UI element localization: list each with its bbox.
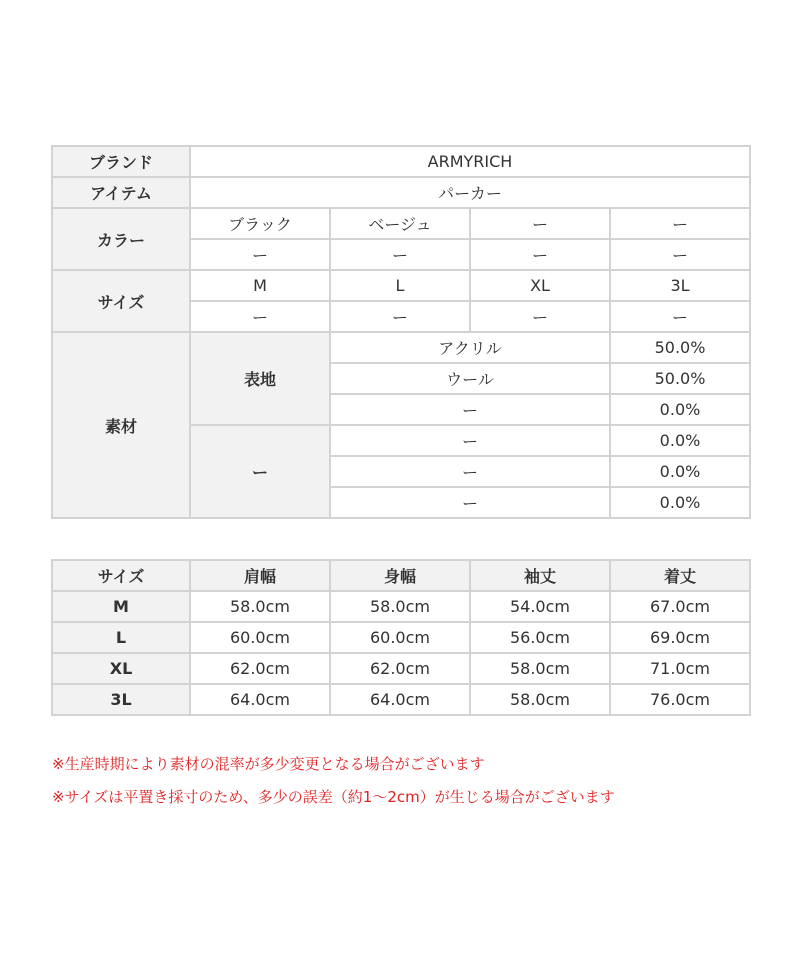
size-cell: ー <box>330 301 470 332</box>
measurement-cell: 58.0cm <box>470 684 610 715</box>
size-cell: ー <box>470 301 610 332</box>
row-size-label: L <box>52 622 190 653</box>
measurement-cell: 64.0cm <box>190 684 330 715</box>
column-header: 着丈 <box>610 560 750 591</box>
table-row <box>52 622 750 653</box>
size-measurement-table <box>51 559 751 716</box>
size-cell: L <box>330 270 470 301</box>
measurement-cell: 67.0cm <box>610 591 750 622</box>
material-blend-note: ※生産時期により素材の混率が多少変更となる場合がございます <box>52 755 485 773</box>
column-header: 肩幅 <box>190 560 330 591</box>
measurement-cell: 54.0cm <box>470 591 610 622</box>
brand-value: ARMYRICH <box>190 146 750 177</box>
material-percent: 50.0% <box>610 363 750 394</box>
measurement-cell: 60.0cm <box>330 622 470 653</box>
measurement-cell: 64.0cm <box>330 684 470 715</box>
measurement-cell: 56.0cm <box>470 622 610 653</box>
measurement-cell: 69.0cm <box>610 622 750 653</box>
material-name: ー <box>330 394 610 425</box>
column-header: 身幅 <box>330 560 470 591</box>
material-percent: 0.0% <box>610 456 750 487</box>
color-label: カラー <box>52 208 190 270</box>
color-cell: ー <box>610 208 750 239</box>
material-group-name: ー <box>190 425 330 518</box>
material-percent: 50.0% <box>610 332 750 363</box>
size-cell: ー <box>610 301 750 332</box>
brand-label: ブランド <box>52 146 190 177</box>
item-value: パーカー <box>190 177 750 208</box>
color-cell: ベージュ <box>330 208 470 239</box>
size-cell: M <box>190 270 330 301</box>
size-cell: XL <box>470 270 610 301</box>
size-cell: 3L <box>610 270 750 301</box>
row-size-label: M <box>52 591 190 622</box>
color-cell: ー <box>470 239 610 270</box>
color-cell: ー <box>610 239 750 270</box>
color-cell: ブラック <box>190 208 330 239</box>
measurement-cell: 60.0cm <box>190 622 330 653</box>
measurement-cell: 76.0cm <box>610 684 750 715</box>
size-label: サイズ <box>52 270 190 332</box>
measurement-cell: 71.0cm <box>610 653 750 684</box>
measurement-cell: 62.0cm <box>330 653 470 684</box>
material-percent: 0.0% <box>610 487 750 518</box>
measurement-cell: 58.0cm <box>470 653 610 684</box>
item-label: アイテム <box>52 177 190 208</box>
column-header: 袖丈 <box>470 560 610 591</box>
product-spec-table <box>51 145 751 519</box>
measurement-tolerance-note: ※サイズは平置き採寸のため、多少の誤差（約1～2cm）が生じる場合がございます <box>52 788 615 806</box>
column-header: サイズ <box>52 560 190 591</box>
material-percent: 0.0% <box>610 394 750 425</box>
size-cell: ー <box>190 301 330 332</box>
material-group-name: 表地 <box>190 332 330 425</box>
material-name: アクリル <box>330 332 610 363</box>
material-percent: 0.0% <box>610 425 750 456</box>
measurement-cell: 62.0cm <box>190 653 330 684</box>
table-row <box>52 653 750 684</box>
material-name: ー <box>330 425 610 456</box>
material-name: ウール <box>330 363 610 394</box>
material-name: ー <box>330 456 610 487</box>
measurement-cell: 58.0cm <box>330 591 470 622</box>
color-cell: ー <box>470 208 610 239</box>
row-size-label: 3L <box>52 684 190 715</box>
material-label: 素材 <box>52 332 190 518</box>
color-cell: ー <box>330 239 470 270</box>
table-row <box>52 684 750 715</box>
material-name: ー <box>330 487 610 518</box>
row-size-label: XL <box>52 653 190 684</box>
table-row <box>52 591 750 622</box>
measurement-cell: 58.0cm <box>190 591 330 622</box>
color-cell: ー <box>190 239 330 270</box>
